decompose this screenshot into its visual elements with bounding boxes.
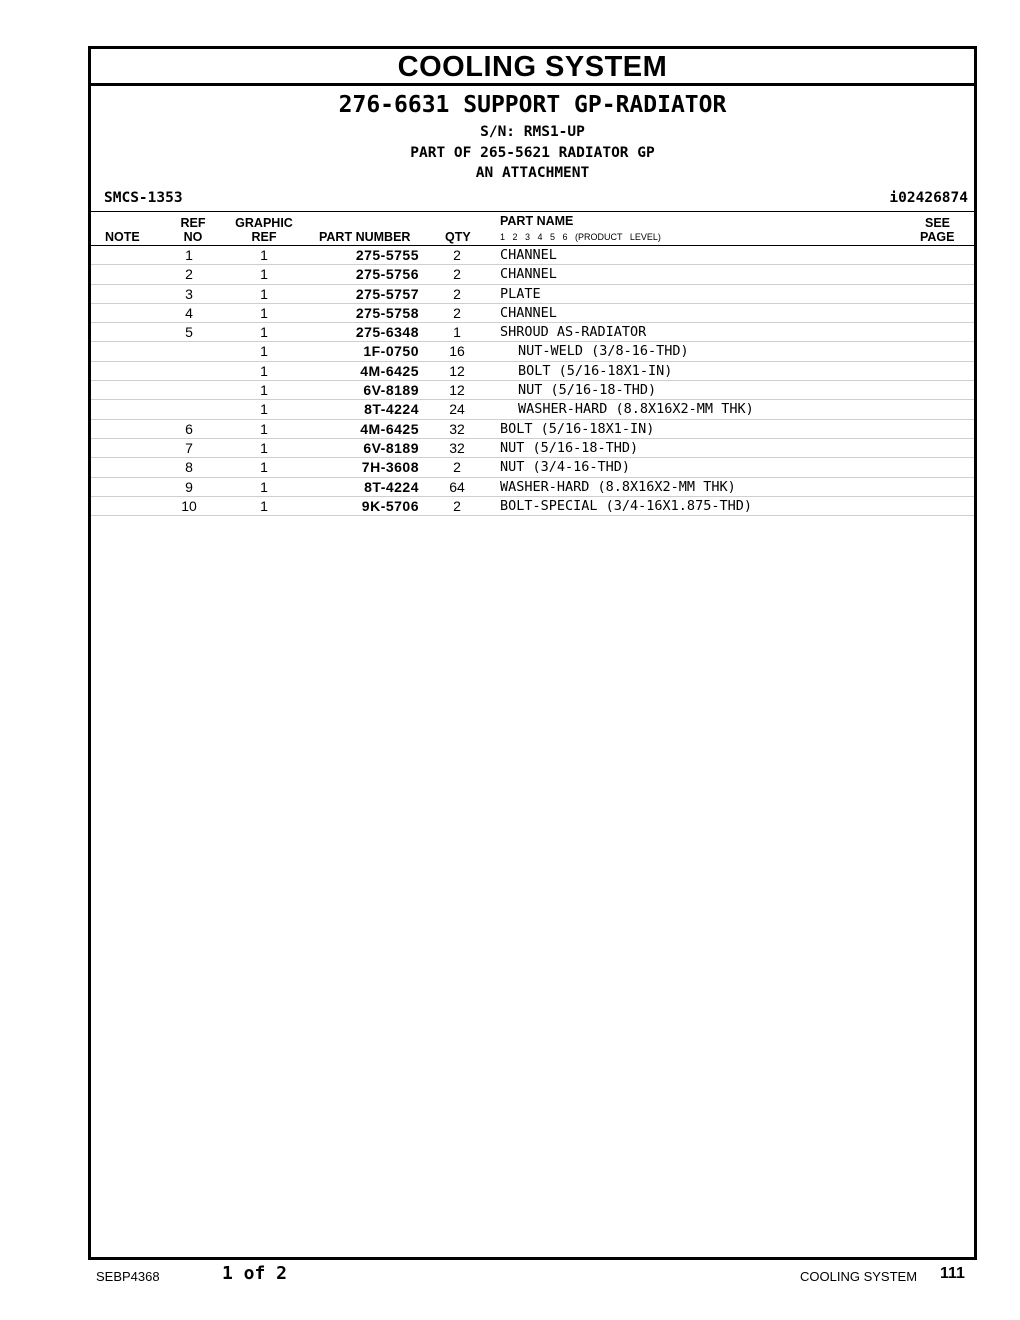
footer-page-number: 111 (940, 1265, 965, 1282)
part-name: CHANNEL (500, 247, 557, 263)
col-graphic-top: GRAPHIC (235, 216, 293, 230)
part-name: BOLT-SPECIAL (3/4-16X1.875-THD) (500, 497, 752, 514)
col-see-bottom: PAGE (920, 230, 955, 244)
part-number: 275-5755 (355, 247, 419, 263)
part-name: WASHER-HARD (8.8X16X2-MM THK) (518, 401, 754, 418)
graphic-ref: 1 (260, 497, 268, 514)
quantity: 12 (449, 362, 465, 379)
part-number: 275-5757 (355, 285, 419, 302)
part-number: 6V-8189 (363, 382, 419, 399)
part-number: 275-6348 (355, 324, 419, 341)
parts-table-body (91, 246, 974, 516)
part-name: NUT (5/16-18-THD) (500, 439, 639, 456)
part-number: 4M-6425 (360, 362, 419, 379)
part-name: BOLT (5/16-18X1-IN) (500, 420, 655, 437)
col-ref-bottom: NO (183, 230, 203, 244)
page-footer (0, 1263, 1020, 1293)
graphic-ref: 1 (260, 343, 268, 360)
quantity: 2 (453, 285, 461, 302)
table-row (91, 439, 974, 458)
column-header (91, 211, 974, 246)
part-number: 275-5758 (355, 304, 419, 321)
group-title: 276-6631 SUPPORT GP-RADIATOR (338, 92, 727, 118)
group-header (91, 86, 974, 211)
part-name: BOLT (5/16-18X1-IN) (518, 362, 673, 379)
part-name: CHANNEL (500, 266, 557, 283)
smcs-code: SMCS-1353 (104, 190, 183, 206)
part-name: NUT (5/16-18-THD) (518, 382, 657, 399)
graphic-ref: 1 (260, 247, 268, 263)
table-row (91, 497, 974, 516)
ref-no: 8 (185, 459, 193, 476)
quantity: 2 (453, 247, 461, 263)
graphic-ref: 1 (260, 478, 268, 495)
part-name: CHANNEL (500, 304, 557, 321)
ref-no: 9 (185, 478, 193, 495)
part-number: 7H-3608 (361, 459, 419, 476)
graphic-ref: 1 (260, 324, 268, 341)
part-number: 1F-0750 (363, 343, 419, 360)
table-row (91, 265, 974, 284)
col-part-number: PART NUMBER (319, 230, 411, 244)
footer-doc-number: SEBP4368 (96, 1269, 160, 1284)
col-part-name: PART NAME (500, 214, 574, 228)
ref-no: 7 (185, 439, 193, 456)
graphic-ref: 1 (260, 459, 268, 476)
table-row (91, 285, 974, 304)
table-row (91, 342, 974, 361)
serial-number: S/N: RMS1-UP (480, 124, 585, 140)
col-ref-top: REF (180, 216, 206, 230)
ref-no: 1 (185, 247, 193, 263)
graphic-ref: 1 (260, 439, 268, 456)
quantity: 2 (453, 304, 461, 321)
part-number: 8T-4224 (364, 401, 419, 418)
graphic-ref: 1 (260, 304, 268, 321)
quantity: 24 (449, 401, 465, 418)
part-number: 6V-8189 (363, 439, 419, 456)
col-see-top: SEE (925, 216, 951, 230)
quantity: 16 (449, 343, 465, 360)
illustration-id: i02426874 (889, 190, 968, 206)
ref-no: 4 (185, 304, 193, 321)
ref-no: 2 (185, 266, 193, 283)
graphic-ref: 1 (260, 420, 268, 437)
table-row (91, 420, 974, 439)
quantity: 32 (449, 439, 465, 456)
section-title: COOLING SYSTEM (91, 49, 974, 86)
footer-page-count: 1 of 2 (222, 1263, 288, 1284)
parts-page-frame (88, 46, 977, 1260)
quantity: 2 (453, 266, 461, 283)
graphic-ref: 1 (260, 401, 268, 418)
quantity: 32 (449, 420, 465, 437)
part-number: 4M-6425 (360, 420, 419, 437)
quantity: 1 (453, 324, 461, 341)
table-row (91, 323, 974, 342)
attachment-text: AN ATTACHMENT (475, 165, 590, 181)
footer-section: COOLING SYSTEM (800, 1269, 918, 1284)
graphic-ref: 1 (260, 362, 268, 379)
col-graphic-bottom: REF (251, 230, 277, 244)
table-row (91, 400, 974, 419)
col-note: NOTE (105, 230, 140, 244)
graphic-ref: 1 (260, 266, 268, 283)
quantity: 2 (453, 497, 461, 514)
quantity: 2 (453, 459, 461, 476)
table-row (91, 246, 974, 265)
ref-no: 10 (181, 497, 197, 514)
table-row (91, 381, 974, 400)
part-number: 275-5756 (355, 266, 419, 283)
part-name: NUT (3/4-16-THD) (500, 459, 631, 476)
table-row (91, 362, 974, 381)
ref-no: 6 (185, 420, 193, 437)
ref-no: 5 (185, 324, 193, 341)
part-name: WASHER-HARD (8.8X16X2-MM THK) (500, 478, 736, 495)
table-row (91, 478, 974, 497)
col-qty: QTY (445, 230, 471, 244)
part-name: NUT-WELD (3/8-16-THD) (518, 343, 689, 360)
part-name: SHROUD AS-RADIATOR (500, 324, 647, 341)
part-name: PLATE (500, 285, 541, 302)
graphic-ref: 1 (260, 285, 268, 302)
part-number: 8T-4224 (364, 478, 419, 495)
graphic-ref: 1 (260, 382, 268, 399)
product-levels: 1 2 3 4 5 6 (PRODUCT LEVEL) (500, 232, 661, 242)
ref-no: 3 (185, 285, 193, 302)
part-of-text: PART OF 265-5621 RADIATOR GP (410, 145, 655, 161)
table-row (91, 458, 974, 477)
quantity: 12 (449, 382, 465, 399)
table-row (91, 304, 974, 323)
part-number: 9K-5706 (361, 497, 419, 514)
quantity: 64 (449, 478, 465, 495)
